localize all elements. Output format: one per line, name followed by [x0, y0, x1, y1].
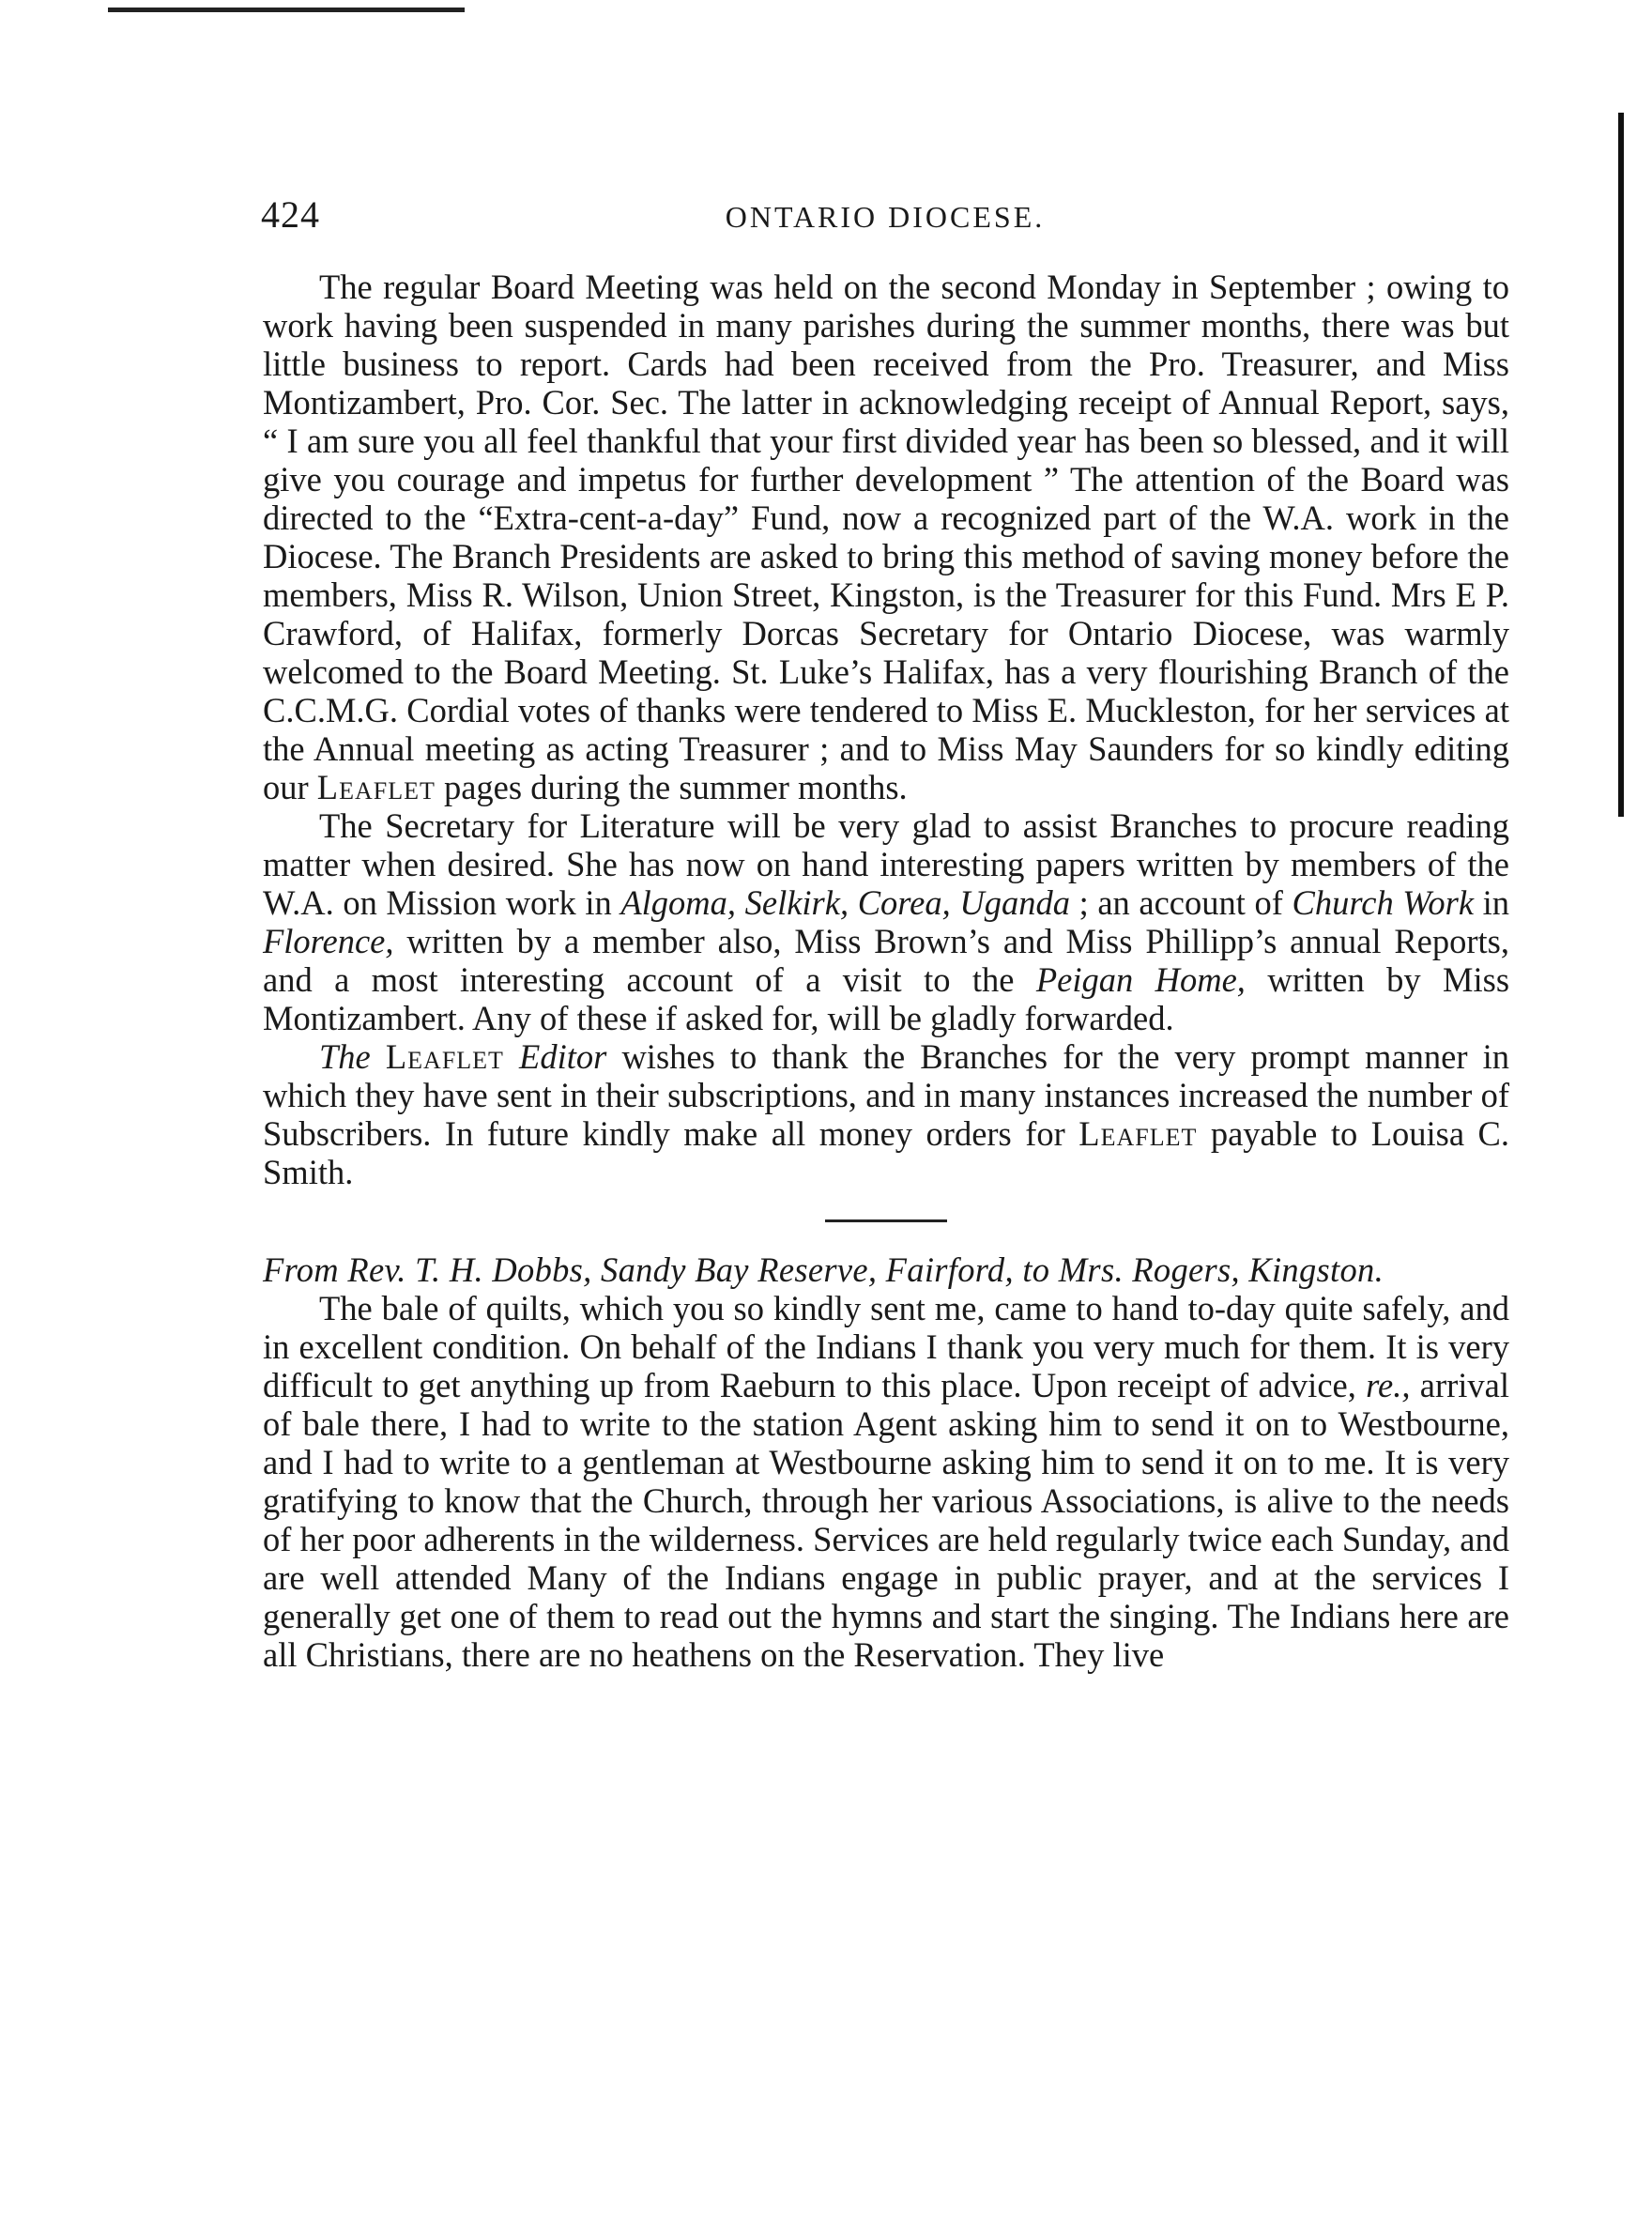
letter-heading: From Rev. T. H. Dobbs, Sandy Bay Reserve, Fairford, to Mrs. Rogers, Kingston.	[263, 1250, 1384, 1289]
text-literature-b: ; an account of	[1078, 883, 1283, 922]
text-literature-c: in	[1482, 883, 1510, 922]
text-editor-b: payable to Louisa C. Smith.	[263, 1114, 1510, 1191]
page-number: 424	[261, 193, 320, 236]
text-board-meeting-end: pages during the summer months.	[443, 768, 908, 806]
editor-leaflet-2: Leaflet	[1078, 1114, 1198, 1153]
editor-the: The	[319, 1037, 371, 1076]
binding-shadow	[1618, 113, 1624, 817]
scan-edge-mark	[108, 8, 465, 12]
text-board-meeting: The regular Board Meeting was held on the second Monday in September ; owing to work having been suspended in many parishes during the summer months, there was but little business to report. Cards had been received from the Pro. Treasurer, and Miss Montizambert, Pro. Cor. Sec. The latter in acknowledging receipt of Annual Report, says, “ I am sure you all feel thankful that your first divided year has been so blessed, and it will give you courage and impetus for further development ” The attention of the Board was directed to the “Extra-cent-a-day” Fund, now a recognized part of the W.A. work in the Diocese. The Branch Presidents are asked to bring this method of saving money before the members, Miss R. Wilson, Union Street, Kingston, is the Treasurer for this Fund. Mrs E P. Crawford, of Halifax, formerly Dorcas Secretary for Ontario Diocese, was warmly welcomed to the Board Meeting. St. Luke’s Halifax, has a very flourishing Branch of the C.C.M.G. Cordial votes of thanks were tendered to Miss E. Muckleston, for her services at the Annual meeting as acting Treasurer ; and to Miss May Saunders for so kindly editing our	[263, 268, 1509, 806]
text-literature-d: written by a member also, Miss Brown’s and Miss Phillipp’s annual Reports, and a most interesting account of a visit to the	[263, 922, 1510, 999]
section-divider	[825, 1219, 947, 1222]
editor-word: Editor	[519, 1037, 607, 1076]
paragraph-board-meeting	[263, 268, 1509, 806]
florence-title: Florence,	[263, 922, 394, 960]
text-letter-a: The bale of quilts, which you so kindly sent me, came to hand to-day quite safely, and in excellent condition. On behalf of the Indians I thank you very much for them. It is very difficult to get anything up from Raeburn to this place. Upon receipt of advice,	[263, 1289, 1509, 1404]
re-abbrev: re.,	[1366, 1366, 1411, 1404]
paragraph-letter	[263, 1289, 1509, 1674]
running-head: ONTARIO DIOCESE.	[725, 200, 1046, 234]
page-body	[263, 268, 1509, 1674]
text-literature-e: written by Miss Montizambert. Any of these if asked for, will be gladly forwarded.	[263, 960, 1510, 1037]
peigan-home-title: Peigan Home,	[1035, 960, 1246, 999]
page-header	[261, 192, 1509, 249]
leaflet-word: Leaflet	[316, 768, 436, 806]
text-editor-a: wishes to thank the Branches for the very prompt manner in which they have sent in their subscriptions, and in many instances increased the number of Subscribers. In future kindly make all money orders for	[263, 1037, 1510, 1153]
paragraph-leaflet-editor	[263, 1037, 1509, 1191]
text-literature-a: The Secretary for Literature will be very glad to assist Branches to procure reading matter when desired. She has now on hand interesting papers written by members of the W.A. on Mission work in	[263, 806, 1509, 922]
text-letter-b: arrival of bale there, I had to write to the station Agent asking him to send it on to Westbourne, and I had to write to a gentleman at Westbourne asking him to send it on to me. It is very gratifying to know that the Church, through her various Associations, is alive to the needs of her poor adherents in the wilderness. Services are held regularly twice each Sunday, and are well attended Many of the Indians engage in public prayer, and at the services I generally get one of them to read out the hymns and start the singing. The Indians here are all Christians, there are no heathens on the Reservation. They live	[263, 1366, 1510, 1674]
paragraph-literature	[263, 806, 1509, 1037]
mission-places: Algoma, Selkirk, Corea, Uganda	[620, 883, 1070, 922]
church-work-title: Church Work	[1292, 883, 1475, 922]
editor-leaflet: Leaflet	[385, 1037, 504, 1076]
